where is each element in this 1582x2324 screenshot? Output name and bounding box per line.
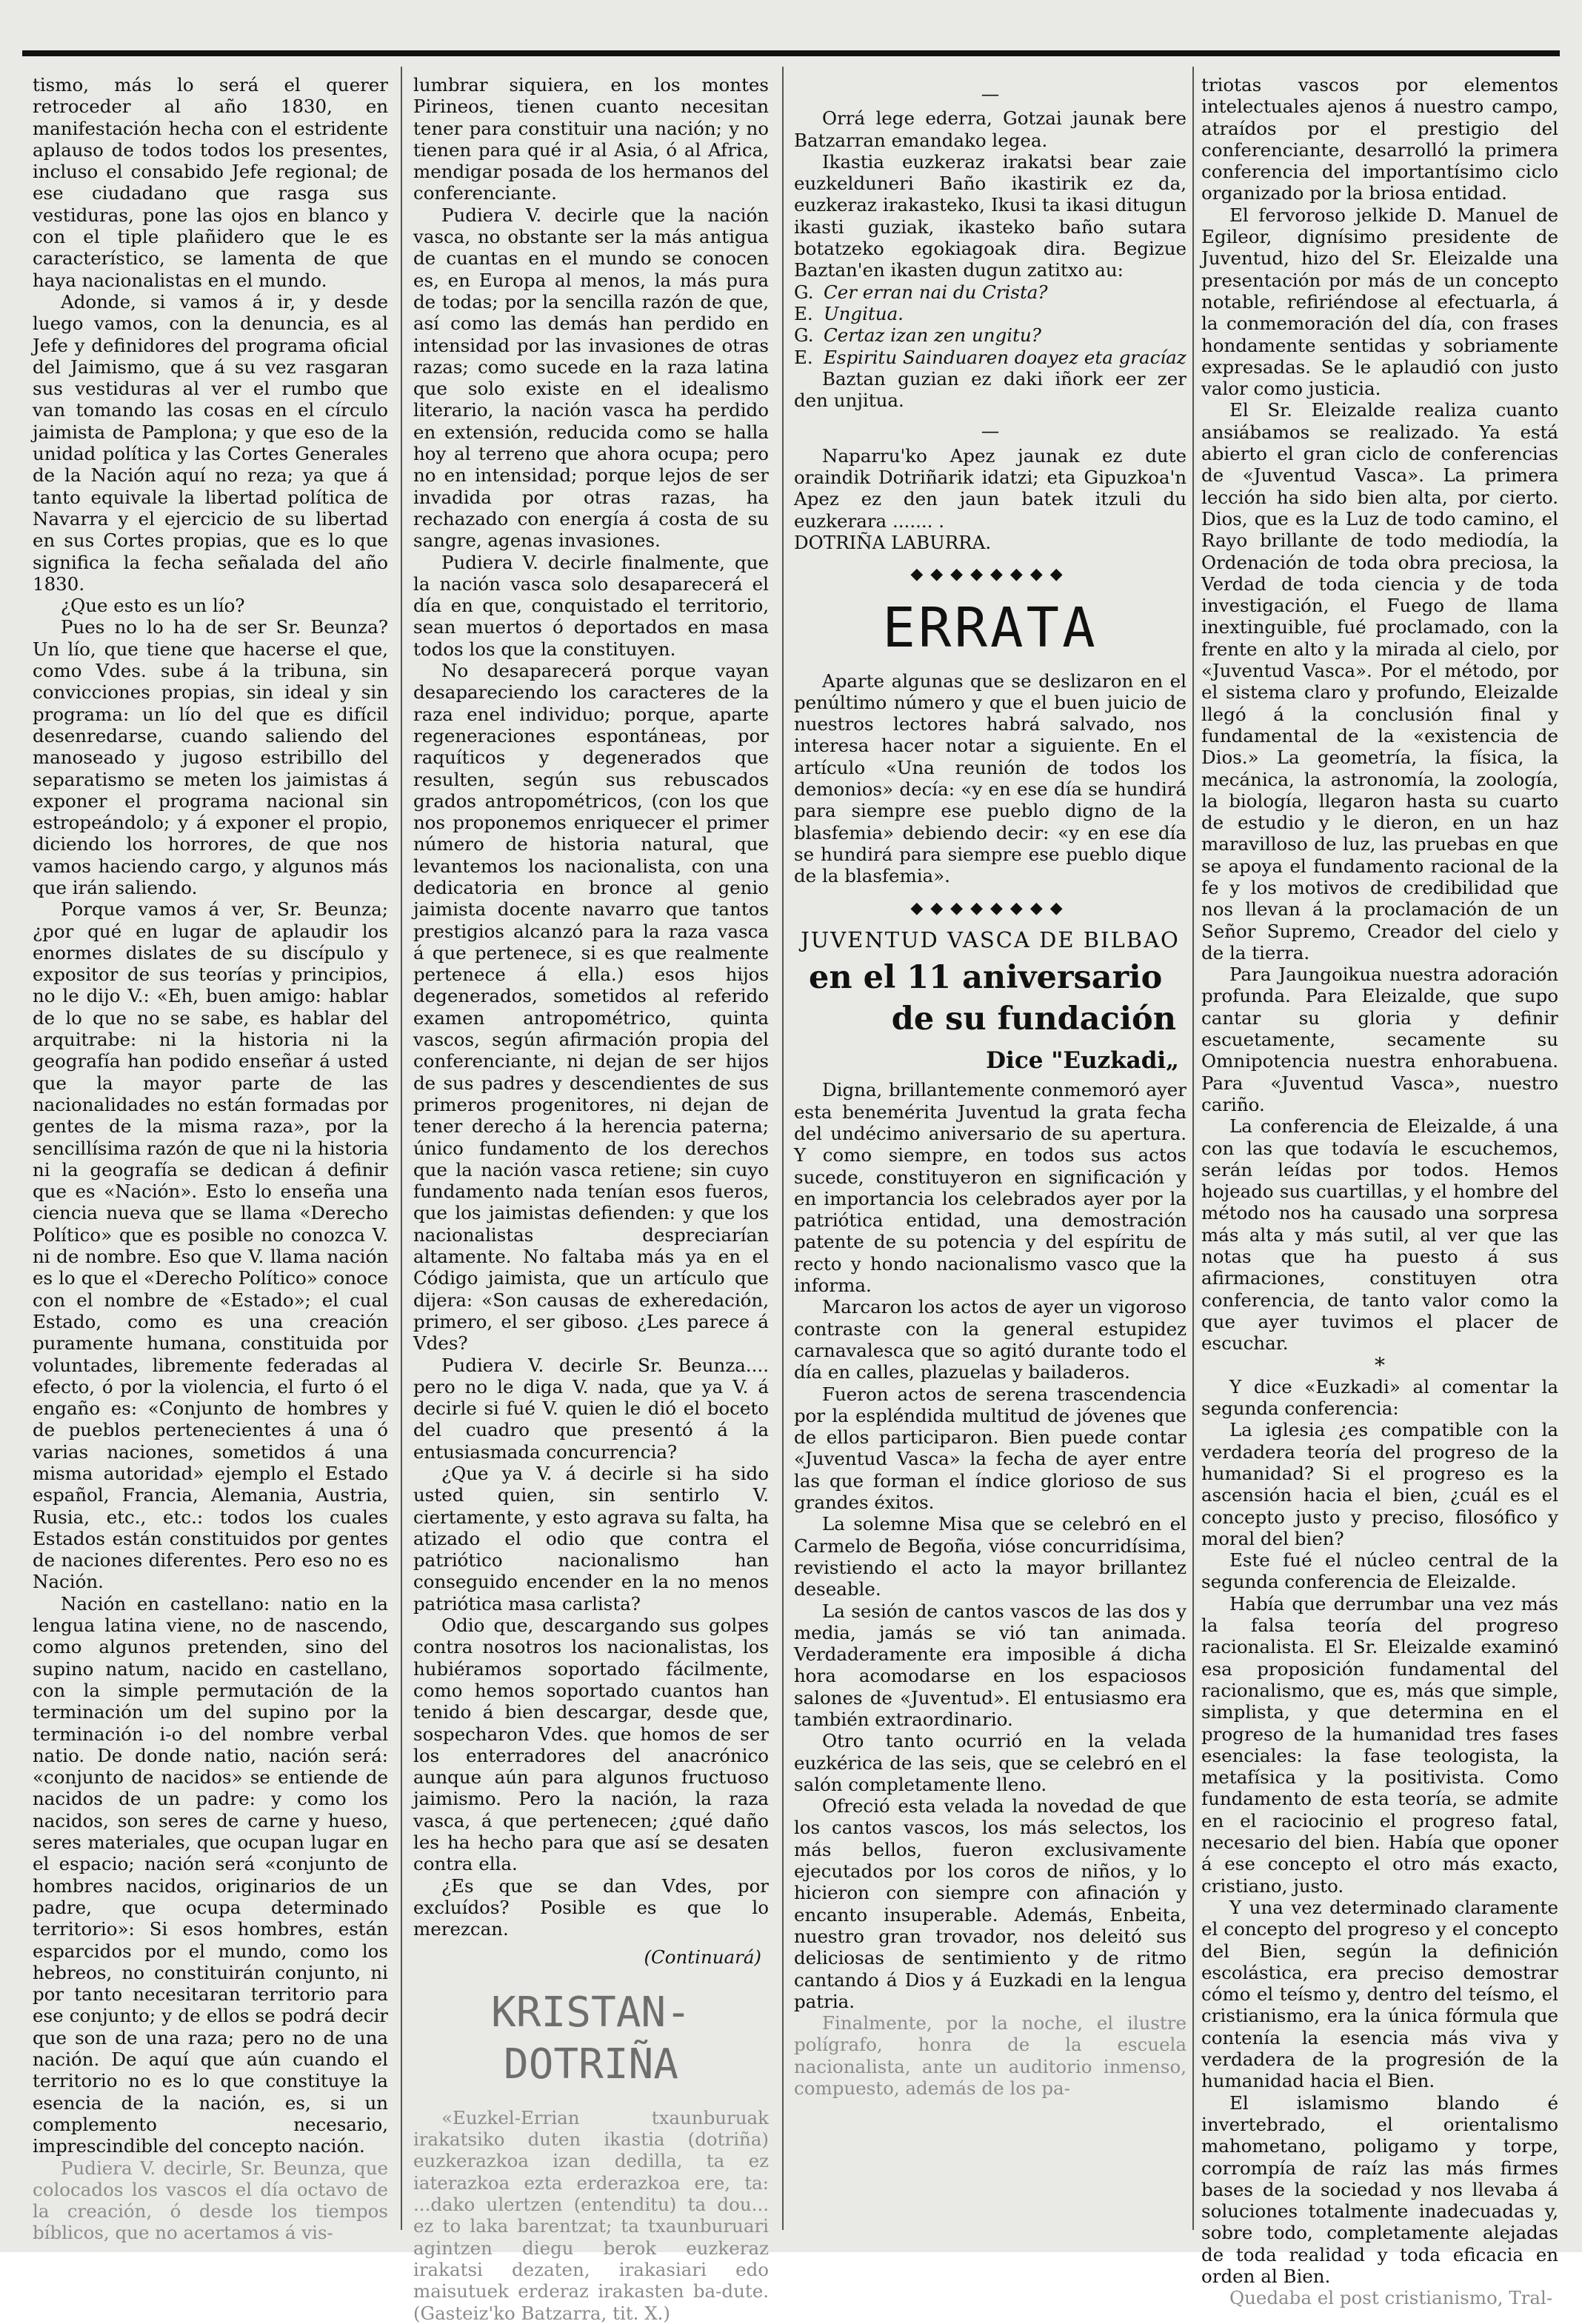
paragraph: ¿Es que se dan Vdes, por excluídos? Posible es que lo merezcan. [413,1874,769,1940]
paragraph: Pudiera V. decirle que la nación vasca, no obstante ser la más antigua de cuantas en el mundo se conocen es, en Europa al menos, la más pura de todas; por la sencilla razón de que, así como las demás han perdido en intensidad por las invasiones de otras razas; como sucede en la raza latina que solo existe en el idealismo literario, la nación vasca ha perdido en extensión, reducida como se halla hoy al terreno que ahora ocupa; pero no en intensidad; porque lejos de ser invadida por otras razas, ha rechazado con energía á costa de su sangre, agenas invasiones. [413,204,769,552]
paragraph: Aparte algunas que se deslizaron en el penúltimo número y que el buen juicio de nuestros lectores habrá salvado, nos interesa hacer notar a siguiente. En el artículo «Una reunión de todos los demonios» decía: «y en ese día se hundirá para siempre ese pueblo digno de la blasfemia» debiendo decir: «y en ese día se hundirá para siempre ese pueblo dique de la blasfemia». [794,670,1186,887]
column-2 [413,74,769,2324]
errata-heading: ERRATA [882,595,1098,660]
column-4 [1201,74,1558,2309]
paragraph: Ikastia euzkeraz irakatsi bear zaie euzkelduneri Baño ikastirik ez da, euzkeraz irakasteko, Ikusi ta ikasi ditugun ikasti guziak, ikasteko baño sutara botatzeko egokiagoak dira. Begizue Baztan'en ikasten dugun zatitxo au: [794,150,1186,281]
column-1 [33,74,388,2244]
top-rule [22,50,1560,56]
column-3 [794,74,1186,2237]
paragraph: «Euzkel-Errian txaunburuak irakatsiko duten ikastia (dotriña) euzkerazkoa izan dedilla, ta ez iaterazkoa ezta erderazkoa ere, ta: ...dako ulertzen (entenditu) ta dou... ez to laka barentzat; ta txaunburuari agintzen diegu berok euzkeraz irakatsi dezaten, irakasiari edo maisutuek erderaz irakasten ba-dute. (Gasteiz'ko Batzarra, tit. X.) [413,2106,769,2324]
paragraph: Pudiera V. decirle, Sr. Beunza, que colocados los vascos el día octavo de la creación, ó desde los tiempos bíblicos, que no acertamos á vis- [33,2157,388,2244]
anniversary-heading: de su fundación [891,1001,1176,1038]
paragraph: Baztan guzian ez daki iñork eer zer den unjitua. [794,367,1186,412]
paragraph: Otro tanto ocurrió en la velada euzkérica de las seis, que se celebró en el salón completamente lleno. [794,1730,1186,1795]
juventud-heading: JUVENTUD VASCA DE BILBAO [801,926,1180,952]
signature: DOTRIÑA LABURRA. [794,531,992,553]
paragraph: ¿Que esto es un lío? [61,595,245,617]
ornament-divider: ◆◆◆◆◆◆◆◆ [910,898,1070,918]
paragraph: Naparru'ko Apez jaunak ez dute oraindik Dotriñarik idatzi; eta Gipuzkoa'n Apez ez den jaun batek itzuli du euzkerara ....... . [794,444,1186,532]
paragraph: tismo, más lo será el querer retroceder al año 1830, en manifestación hecha con el estridente aplauso de todos todos los presentes, incluso el consabido Jefe regional; de ese ciudadano que rasga sus vestiduras, pone las ojos en blanco y con el tiple plañidero que le es característico, se lamenta de que haya nacionalistas en el mundo. [33,74,388,291]
kristan-dotrina-heading: KRISTAN-DOTRIÑA [491,1988,691,2088]
paragraph: Pudiera V. decirle finalmente, que la nación vasca solo desaparecerá el día en que, conquistado el territorio, sean muertos ó deportados en masa todos los que la constituyen. [413,551,769,660]
ornament-divider: ◆◆◆◆◆◆◆◆ [910,565,1070,584]
paragraph: Odio que, descargando sus golpes contra nosotros los nacionalistas, los hubiéramos soportado fácilmente, como hemos soportado cuantos han tenido á bien descargar, desde que, sospecharon Vdes. que homos de ser los enterradores del anacrónico aunque aún para algunos fructuoso jaimismo. Pero la nación, la raza vasca, á que pertenecen; ¿qué daño les ha hecho para que así se desaten contra ella. [413,1615,769,1875]
paragraph: Porque vamos á ver, Sr. Beunza; ¿por qué en lugar de aplaudir los enormes dislates de su discípulo y expositor de sus teorías y principios, no le dijo V.: «Eh, buen amigo: hablar de lo que no se sabe, es hablar del arquitrabe: ni la historia ni la geografía han podido enseñar á usted que la mayor parte de las nacionalidades no están formadas por gentes de la misma raza», por la sencillísima razón de que ni la historia ni la geografía se dedican á definir que es «Nación». Esto lo enseña una ciencia nueva que se llama «Derecho Político» que es posible no conozca V. ni de nombre. Eso que V. llama nación es lo que el «Derecho Político» conoce con el nombre de «Estado»; el cual Estado, como es una creación puramente humana, constituida por voluntades, libremente federadas al efecto, ó por la violencia, el furto ó el engaño es: «Conjunto de hombres y de pueblos pertenecientes á una ó varias naciones, sometidos á una misma autoridad» ejemplo el Estado español, Francia, Alemania, Austria, Rusia, etc., etc.: todos los cuales Estados están constituidos por gentes de naciones diferentes. Pero eso no es Nación. [33,898,388,1593]
paragraph: Para Jaungoikua nuestra adoración profunda. Para Eleizalde, que supo cantar su gloria y definir escuetamente, secamente su Omnipotencia nuestra enhorabuena. Para «Juventud Vasca», nuestro cariño. [1201,964,1558,1115]
paragraph: Este fué el núcleo central de la segunda conferencia de Eleizalde. [1201,1549,1558,1593]
paragraph: Nación en castellano: natio en la lengua latina viene, no de nascendo, como algunos pretenden, sino del supino natum, nacido en castellano, con la simple permutación de la terminación um del supino por la terminación i-o del nombre verbal natio. De donde natio, nación será: «conjunto de nacidos» se entiende de nacidos de un padre: y como los nacidos, son seres de carne y hueso, seres materiales, que ocupan lugar en el espacio; nación será «conjunto de hombres nacidos, originarios de un padre, que ocupa determinado territorio»: Si esos hombres, están esparcidos por el mundo, como los hebreos, no constituirán conjunto, ni por tanto necesitaran territorio para ese conjunto; y de ellos se podrá decir que son de una raza; pero no de una nación. De aquí que aún cuando el territorio no es lo que constituye la esencia de la nación, es, si un complemento necesario, imprescindible del concepto nación. [33,1592,388,2157]
paragraph: Marcaron los actos de ayer un vigoroso contraste con la general estupidez carnavalesca que so agitó durante todo el día en calles, plazuelas y bailaderos. [794,1296,1186,1383]
paragraph: Pues no lo ha de ser Sr. Beunza? Un lío, que tiene que hacerse el que, como Vdes. sube á la tribuna, sin convicciones propias, sin ideal y sin programa: un lío del que es difícil desenredarse, cuando saliendo del manoseado y jugoso estribillo del separatismo se meten los jaimistas á exponer el programa nacional sin estropeándolo; y á exponer el propio, diciendo los horrores, de que nos vamos haciendo cargo, y algunos más que irán saliendo. [33,616,388,898]
paragraph: La sesión de cantos vascos de las dos y media, jamás se vió tan animada. Verdaderamente era imposible á dicha hora acomodarse en los espaciosos salones de «Juventud». El entusiasmo era también extraordinario. [794,1600,1186,1730]
dice-euzkadi-heading: Dice "Euzkadi„ [986,1047,1179,1075]
catechism-line: G. Cer erran nai du Crista? [794,281,1048,303]
column-divider [782,67,784,2230]
paragraph: Digna, brillantemente conmemoró ayer esta benemérita Juventud la grata fecha del undécimo aniversario de su apertura. Y como siempre, en todos sus actos sucede, constituyeron en significación y en importancia los celebrados ayer por la patriótica entidad, una demostración patente de su potencia y del espíritu de recto y hondo nacionalismo vasco que la informa. [794,1079,1186,1297]
paragraph: Y dice «Euzkadi» al comentar la segunda conferencia: [1201,1375,1558,1420]
section-mark: * [1375,1352,1385,1378]
paragraph: Pudiera V. decirle Sr. Beunza.... pero no le diga V. nada, que ya V. á decirle si fué V. quien le dió el boceto del cuadro que presentó á la entusiasmada concurrencia? [413,1354,769,1463]
paragraph: Quedaba el post cristianismo, Tral- [1229,2287,1553,2309]
paragraph: El fervoroso jelkide D. Manuel de Egileor, dignísimo presidente de Juventud, hizo del Sr. Eleizalde una presentación por más de un concepto notable, refiriéndose al efectuarla, á la conmemoración del día, con frases hondamente sentidas y sobriamente expresadas. Se le aplaudió con justo valor como justicia. [1201,204,1558,400]
paragraph: No desaparecerá porque vayan desapareciendo los caracteres de la raza enel individuo; porque, aparte regeneraciones espontáneas, por raquíticos y degenerados que resulten, según sus rebuscados grados antropométricos, (con los que nos proponemos enriquecer el primer número de historia natural, que levantemos los nacionalista, con una dedicatoria en bronce al genio jaimista docente navarro que tantos prestigios alcanzó para la raza vasca á que pertenece, si es que realmente pertenece á ella.) esos hijos degenerados, sometidos al referido examen antropométrico, quinta vascos, según afirmación propia del conferenciante, ni dejan de ser hijos de sus padres y descendientes de sus primeros progenitores, ni dejan de tener derecho á la herencia paterna; único fundamento de los derechos que la nación vasca retiene; sin cuyo fundamento nada tenían esos fueros, que los jaimistas defienden: y que los nacionalistas despreciarían altamente. No faltaba más ya en el Código jaimista, que un artículo que dijera: «Son causas de exheredación, primero, el ser giboso. ¿Les parece á Vdes? [413,660,769,1355]
paragraph: Orrá lege ederra, Gotzai jaunak bere Batzarran emandako legea. [794,107,1186,151]
catechism-line: E. Espiritu Sainduaren doayez eta gracíaz [794,346,1186,368]
paragraph: Había que derrumbar una vez más la falsa teoría del progreso racionalista. El Sr. Eleizalde examinó esa proposición fundamental del racionalismo, que es, más que simple, simplista, y que determina en el progreso de la humanidad tres fases esenciales: la fase teologista, la metafísica y la positivista. Como fundamento de esta teoría, se admite en el raciocinio el progreso fatal, necesario del bien. Había que oponer á ese concepto el otro más exacto, cristiano, justo. [1201,1592,1558,1897]
column-divider [1192,67,1194,2230]
paragraph: Adonde, si vamos á ir, y desde luego vamos, con la denuncia, es al Jefe y definidores del programa oficial del Jaimismo, que á su vez rasgaran sus vestiduras al ver el rumbo que van tomando las cosas en el círculo jaimista de Pamplona; y que eso de la unidad política y las Cortes Generales de la Nación aquí no reza; ya que á tanto equivale la libertad política de Navarra y el ejercicio de su libertad en sus Cortes propias, que es lo que significa la fecha señalada del año 1830. [33,290,388,595]
catechism-line: E. Ungitua. [794,302,904,324]
anniversary-heading: en el 11 aniversario [809,959,1163,997]
paragraph: La iglesia ¿es compatible con la verdadera teoría del progreso de la humanidad? Si el progreso es la ascensión hacia el bien, ¿cuál es el concepto justo y preciso, filosófico y moral del bien? [1201,1419,1558,1549]
paragraph: Y una vez determinado claramente el concepto del progreso y el concepto del Bien, según la definición escolástica, era preciso demostrar cómo el teísmo y, dentro del teísmo, el cristianismo, era la única fórmula que contenía la esencia más viva y verdadera de la progresión de la humanidad hacia el Bien. [1201,1896,1558,2092]
paragraph: El Sr. Eleizalde realiza cuanto ansiábamos se realizado. Ya está abierto el gran ciclo de conferencias de «Juventud Vasca». La primera lección ha sido bien alta, por cierto. Dios, que es la Luz de todo camino, el Rayo brillante de todo mediodía, la Ordenación de toda obra preciosa, la Verdad de toda ciencia y de toda investigación, el Fuego de llama inextinguible, fué proclamado, con la frente en alto y la mirada al cielo, por «Juventud Vasca». Por el método, por el sistema claro y profundo, Eleizalde llegó á la conclusión final y fundamental de la «existencia de Dios.» La geometría, la física, la mecánica, la astronomía, la zoología, la biología, llegaron hasta su cuarto de estudio y le dieron, en un haz maravilloso de luz, las pruebas en que se apoya el fundamento racional de la fe y los motivos de credibilidad que nos llevan á la proclamación de un Señor Supremo, Creador del cielo y de la tierra. [1201,399,1558,964]
column-divider [401,67,402,2230]
continued-note: (Continuará) [644,1946,761,1968]
paragraph: Finalmente, por la noche, el ilustre polígrafo, honra de la escuela nacionalista, ante un auditorio inmenso, compuesto, además de los pa- [794,2012,1186,2100]
section-dash: — [981,420,1000,442]
paragraph: lumbrar siquiera, en los montes Pirineos, tienen cuanto necesitan tener para constituir una nación; y no tienen para qué ir al Asia, ó al Africa, mendigar posada de los hermanos del conferenciante. [413,74,769,204]
paragraph: triotas vascos por elementos intelectuales ajenos á nuestro campo, atraídos por el prestigio del conferenciante, desarrolló la primera conferencia del importantísimo ciclo organizado por la briosa entidad. [1201,74,1558,204]
paragraph: El islamismo blando é invertebrado, el orientalismo mahometano, poligamo y torpe, corrompía de raíz las más firmes bases de la sociedad y nos llevaba á soluciones totalmente inadecuadas y, sobre todo, completamente alejadas de toda realidad y toda eficacia en orden al Bien. [1201,2091,1558,2287]
paragraph: Ofreció esta velada la novedad de que los cantos vascos, los más selectos, los más bellos, fueron exclusivamente ejecutados por los coros de niños, y lo hicieron con siempre con afinación y encanto insuperable. Además, Enbeita, nuestro gran trovador, nos deleitó sus deliciosas de sentimiento y de ritmo cantando á Dios y á Euzkadi en la lengua patria. [794,1795,1186,2012]
section-dash: — [981,83,1000,104]
paragraph: ¿Que ya V. á decirle si ha sido usted quien, sin sentirlo V. ciertamente, y esto agrava su falta, ha atizado el odio que contra el patriótico nacionalismo han conseguido encender en la no menos patriótica masa carlista? [413,1463,769,1615]
catechism-line: G. Certaz izan zen ungitu? [794,324,1041,347]
paragraph: La conferencia de Eleizalde, á una con las que todavía le escuchemos, serán leídas por todos. Hemos hojeado sus cuartillas, y el hombre del método nos ha causado una sorpresa más alta y más sutil, al ver que las notas que ha puesto á sus afirmaciones, constituyen otra conferencia, de tanto valor como la que ayer tuvimos el placer de escuchar. [1201,1115,1558,1355]
paragraph: La solemne Misa que se celebró en el Carmelo de Begoña, vióse concurridísima, revistiendo el acto la mayor brillantez deseable. [794,1513,1186,1600]
paragraph: Fueron actos de serena trascendencia por la espléndida multitud de jóvenes que de ellos participaron. Bien puede contar «Juventud Vasca» la fecha de ayer entre las que forman el índice glorioso de sus grandes éxitos. [794,1383,1186,1514]
